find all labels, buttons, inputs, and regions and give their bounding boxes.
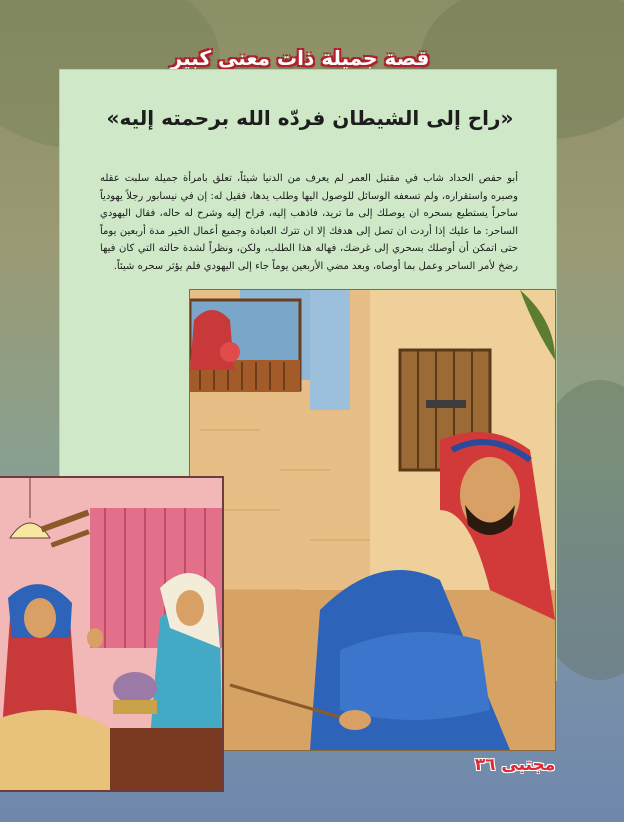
main-illustration <box>190 290 555 750</box>
inset-illustration <box>0 478 222 790</box>
section-banner: قصة جميلة ذات معنى كبير <box>170 46 430 70</box>
magazine-logo: مجتبى ٣٦ <box>474 755 556 775</box>
story-headline: «راح إلى الشيطان فردّه الله برحمته إليه» <box>106 106 514 130</box>
story-paragraph: أبو حفص الحداد شاب في مقتبل العمر لم يعرف من الدنيا شيئاً، تعلق بامرأة جميلة سلبت عقله وصبره واستقراره، ولم تسعفه الوسائل للوصول اليها وطلب يدها، فقيل له: إن في نيسابور رجلاً يهودياً ساحراً يستطيع بسحره ان يوصلك إلى ما تريد، فاذهب إليه، فراح إليه وشرح له حاله، فقال اليهودي الساحر: ما عليك إذا أردت ان تصل إلى هدفك إلا ان تترك العبادة وجميع أعمال الخير مدة أربعين يوماً حتى اتمكن أن أوصلك بسحري إلى غرضك، فهاله هذا الطلب، ولكن، ونظراً لشدة حالته التي كان فيها رضخ لأمر الساحر وعمل بما أوصاه، وبعد مضي الأربعين يوماً جاء إلى اليهودي فلم يؤثر سحره شيئاً. <box>100 173 518 272</box>
